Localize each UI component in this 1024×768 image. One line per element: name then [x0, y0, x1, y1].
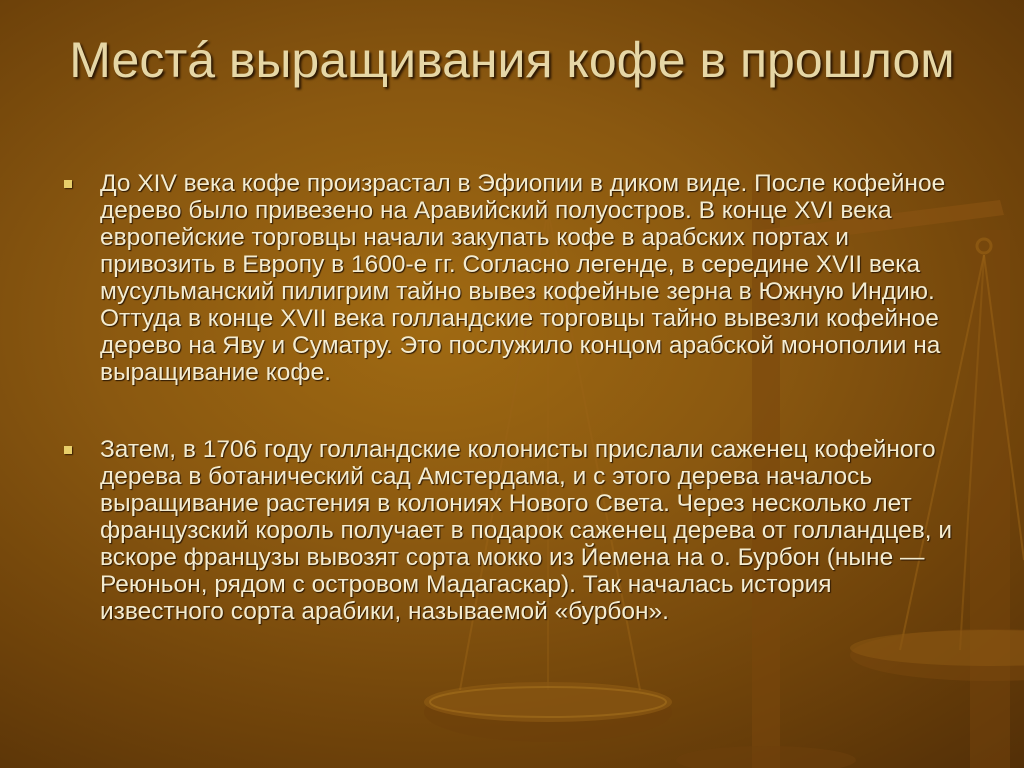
bullet-list — [62, 170, 962, 625]
bullet-text: Затем, в 1706 году голландские колонисты прислали саженец кофейного дерева в ботанический сад Амстердама, и с этого дерева началось выращивание растения в колониях Нового Света. Через несколько лет французский король получает в подарок саженец дерева от голландцев, и вскоре французы вывозят сорта мокко из Йемена на о. Бурбон (ныне — Реюньон, рядом с островом Мадагаскар). Так началась история известного сорта арабики, называемой «бурбон». — [100, 436, 953, 625]
bullet-text: До XIV века кофе произрастал в Эфиопии в диком виде. После кофейное дерево было привезено на Аравийский полуостров. В конце XVI века европейские торговцы начали закупать кофе в арабских портах и привозить в Европу в 1600-е гг. Согласно легенде, в середине XVII века мусульманский пилигрим тайно вывез кофейные зерна в Южную Индию. Оттуда в конце XVII века голландские торговцы тайно вывезли кофейное дерево на Яву и Суматру. Это послужило концом арабской монополии на выращивание кофе. — [100, 170, 946, 386]
slide-title: Местá выращивания кофе в прошлом — [69, 32, 955, 88]
bullet-item — [62, 170, 962, 386]
square-bullet-icon — [64, 180, 72, 188]
bullet-item — [62, 436, 962, 625]
square-bullet-icon — [64, 446, 72, 454]
